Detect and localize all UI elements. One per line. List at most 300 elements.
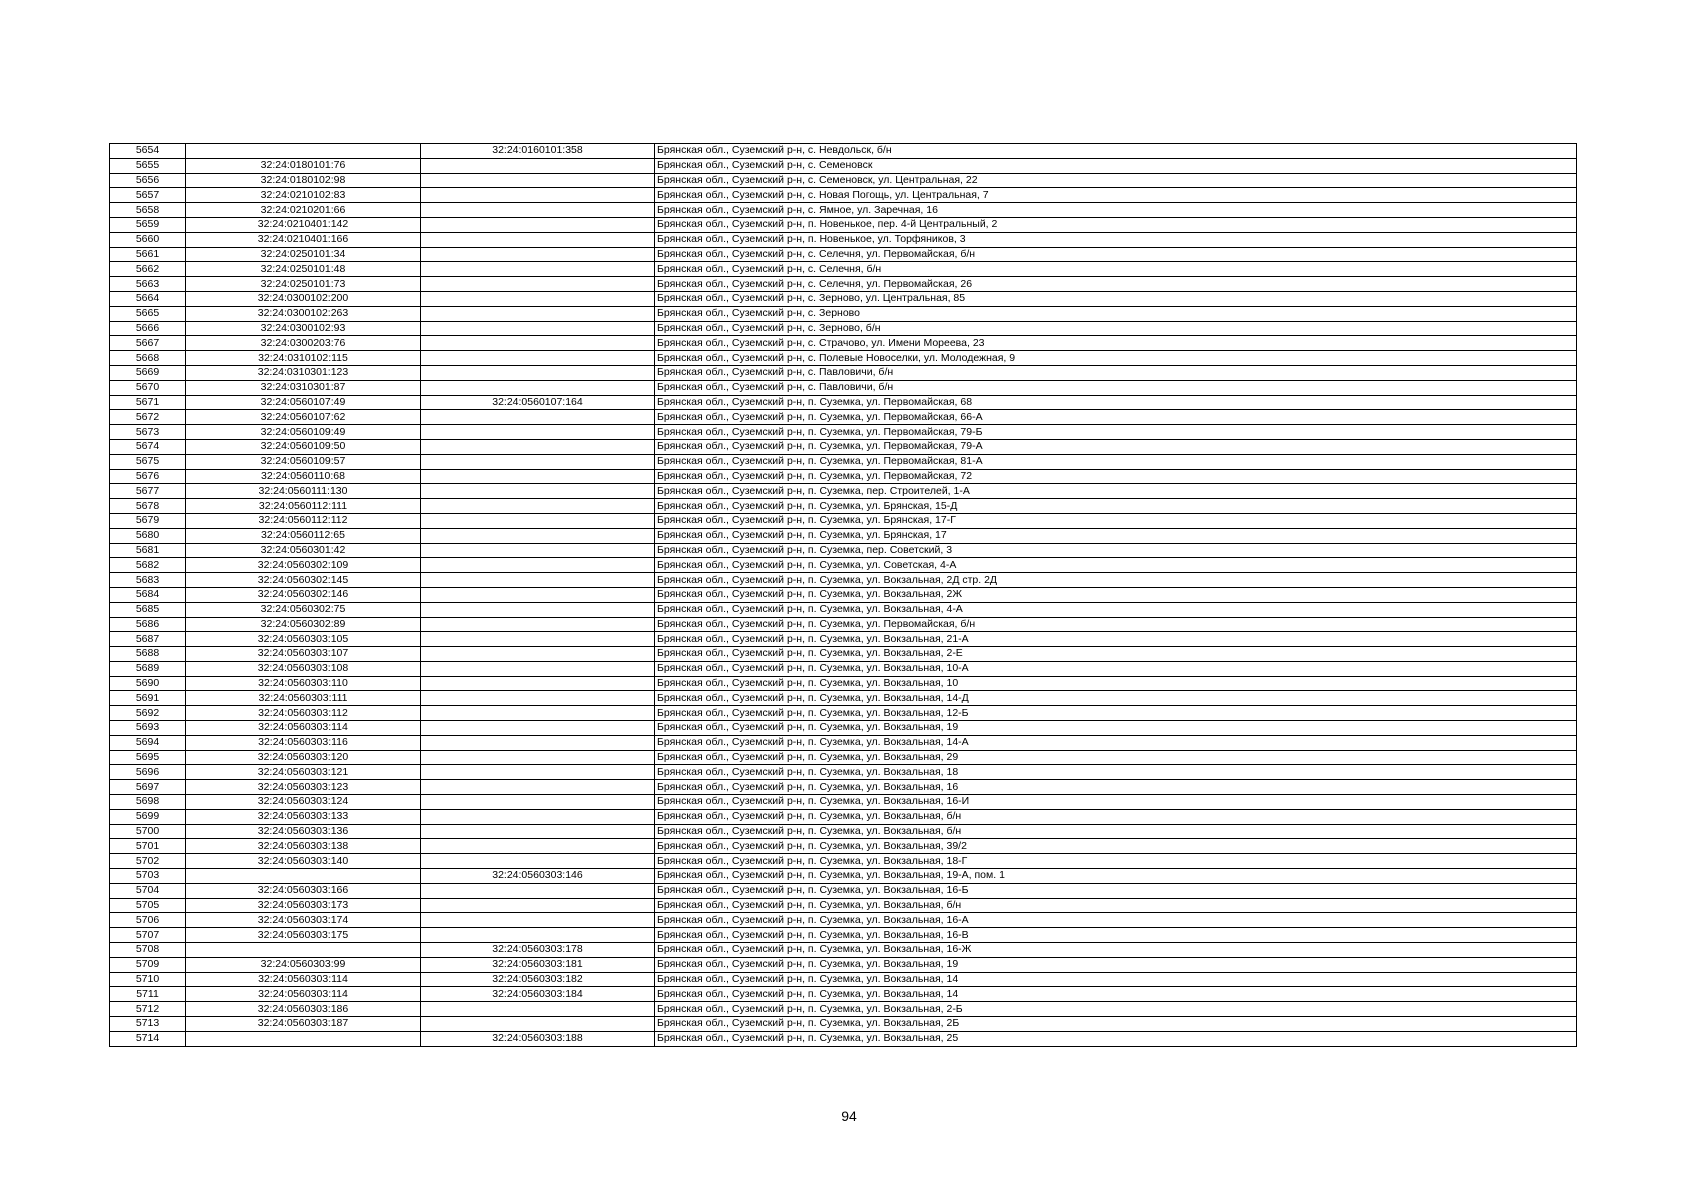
table-row xyxy=(110,513,1577,528)
land-cadastral-number-cell: 32:24:0210201:66 xyxy=(186,203,421,218)
row-number-cell: 5710 xyxy=(110,972,186,987)
building-cadastral-number-cell xyxy=(421,780,655,795)
land-cadastral-number-cell: 32:24:0560109:50 xyxy=(186,439,421,454)
address-cell: Брянская обл., Суземский р-н, п. Суземка, ул. Вокзальная, 16-Б xyxy=(655,883,1577,898)
table-row xyxy=(110,839,1577,854)
table-row xyxy=(110,795,1577,810)
table-row xyxy=(110,721,1577,736)
address-cell: Брянская обл., Суземский р-н, п. Суземка, ул. Вокзальная, 4-А xyxy=(655,602,1577,617)
address-cell: Брянская обл., Суземский р-н, п. Суземка, ул. Вокзальная, б/н xyxy=(655,898,1577,913)
address-cell: Брянская обл., Суземский р-н, п. Суземка, ул. Советская, 4-А xyxy=(655,558,1577,573)
row-number-cell: 5683 xyxy=(110,573,186,588)
row-number-cell: 5694 xyxy=(110,735,186,750)
building-cadastral-number-cell: 32:24:0560303:181 xyxy=(421,957,655,972)
land-cadastral-number-cell: 32:24:0560303:105 xyxy=(186,632,421,647)
land-cadastral-number-cell: 32:24:0560303:114 xyxy=(186,987,421,1002)
table-row xyxy=(110,602,1577,617)
row-number-cell: 5662 xyxy=(110,262,186,277)
address-cell: Брянская обл., Суземский р-н, с. Семеновск xyxy=(655,158,1577,173)
table-row xyxy=(110,943,1577,958)
cadastral-table xyxy=(109,143,1577,1047)
table-row xyxy=(110,425,1577,440)
row-number-cell: 5698 xyxy=(110,795,186,810)
address-cell: Брянская обл., Суземский р-н, п. Суземка, ул. Брянская, 17-Г xyxy=(655,513,1577,528)
table-row xyxy=(110,987,1577,1002)
table-row xyxy=(110,809,1577,824)
table-row xyxy=(110,632,1577,647)
land-cadastral-number-cell: 32:24:0560109:57 xyxy=(186,454,421,469)
building-cadastral-number-cell xyxy=(421,691,655,706)
row-number-cell: 5686 xyxy=(110,617,186,632)
building-cadastral-number-cell xyxy=(421,573,655,588)
table-row xyxy=(110,543,1577,558)
land-cadastral-number-cell: 32:24:0560112:112 xyxy=(186,513,421,528)
table-row xyxy=(110,1031,1577,1046)
land-cadastral-number-cell xyxy=(186,144,421,159)
table-row xyxy=(110,410,1577,425)
building-cadastral-number-cell xyxy=(421,587,655,602)
address-cell: Брянская обл., Суземский р-н, п. Суземка, ул. Вокзальная, 16-Ж xyxy=(655,943,1577,958)
address-cell: Брянская обл., Суземский р-н, п. Суземка, ул. Вокзальная, 16 xyxy=(655,780,1577,795)
land-cadastral-number-cell: 32:24:0310301:87 xyxy=(186,380,421,395)
table-row xyxy=(110,928,1577,943)
address-cell: Брянская обл., Суземский р-н, п. Суземка, ул. Вокзальная, 2Ж xyxy=(655,587,1577,602)
address-cell: Брянская обл., Суземский р-н, п. Суземка, ул. Вокзальная, 19 xyxy=(655,957,1577,972)
row-number-cell: 5699 xyxy=(110,809,186,824)
building-cadastral-number-cell xyxy=(421,425,655,440)
table-row xyxy=(110,232,1577,247)
building-cadastral-number-cell xyxy=(421,247,655,262)
address-cell: Брянская обл., Суземский р-н, п. Суземка, ул. Первомайская, 66-А xyxy=(655,410,1577,425)
building-cadastral-number-cell xyxy=(421,158,655,173)
building-cadastral-number-cell: 32:24:0560303:188 xyxy=(421,1031,655,1046)
table-row xyxy=(110,617,1577,632)
land-cadastral-number-cell: 32:24:0210401:166 xyxy=(186,232,421,247)
table-row xyxy=(110,173,1577,188)
row-number-cell: 5657 xyxy=(110,188,186,203)
land-cadastral-number-cell: 32:24:0560303:112 xyxy=(186,706,421,721)
address-cell: Брянская обл., Суземский р-н, п. Суземка, ул. Вокзальная, 25 xyxy=(655,1031,1577,1046)
table-row xyxy=(110,262,1577,277)
table-row xyxy=(110,217,1577,232)
address-cell: Брянская обл., Суземский р-н, п. Суземка, ул. Первомайская, 81-А xyxy=(655,454,1577,469)
table-row xyxy=(110,691,1577,706)
table-row xyxy=(110,144,1577,159)
address-cell: Брянская обл., Суземский р-н, п. Суземка, ул. Вокзальная, 2-Б xyxy=(655,1002,1577,1017)
table-row xyxy=(110,854,1577,869)
building-cadastral-number-cell xyxy=(421,217,655,232)
building-cadastral-number-cell xyxy=(421,750,655,765)
row-number-cell: 5674 xyxy=(110,439,186,454)
address-cell: Брянская обл., Суземский р-н, п. Суземка, ул. Брянская, 15-Д xyxy=(655,499,1577,514)
land-cadastral-number-cell: 32:24:0560303:121 xyxy=(186,765,421,780)
building-cadastral-number-cell: 32:24:0560303:184 xyxy=(421,987,655,1002)
address-cell: Брянская обл., Суземский р-н, п. Суземка, ул. Вокзальная, б/н xyxy=(655,809,1577,824)
building-cadastral-number-cell xyxy=(421,647,655,662)
table-row xyxy=(110,1017,1577,1032)
address-cell: Брянская обл., Суземский р-н, п. Суземка, ул. Вокзальная, 39/2 xyxy=(655,839,1577,854)
table-row xyxy=(110,484,1577,499)
land-cadastral-number-cell: 32:24:0560303:187 xyxy=(186,1017,421,1032)
building-cadastral-number-cell xyxy=(421,632,655,647)
land-cadastral-number-cell: 32:24:0310301:123 xyxy=(186,365,421,380)
land-cadastral-number-cell: 32:24:0300203:76 xyxy=(186,336,421,351)
land-cadastral-number-cell: 32:24:0300102:93 xyxy=(186,321,421,336)
row-number-cell: 5661 xyxy=(110,247,186,262)
land-cadastral-number-cell: 32:24:0560303:175 xyxy=(186,928,421,943)
address-cell: Брянская обл., Суземский р-н, п. Суземка, ул. Вокзальная, 29 xyxy=(655,750,1577,765)
building-cadastral-number-cell xyxy=(421,365,655,380)
land-cadastral-number-cell: 32:24:0250101:73 xyxy=(186,277,421,292)
table-row xyxy=(110,351,1577,366)
address-cell: Брянская обл., Суземский р-н, п. Новенькое, ул. Торфяников, 3 xyxy=(655,232,1577,247)
row-number-cell: 5678 xyxy=(110,499,186,514)
building-cadastral-number-cell xyxy=(421,380,655,395)
row-number-cell: 5701 xyxy=(110,839,186,854)
table-row xyxy=(110,454,1577,469)
row-number-cell: 5672 xyxy=(110,410,186,425)
row-number-cell: 5691 xyxy=(110,691,186,706)
table-row xyxy=(110,158,1577,173)
building-cadastral-number-cell xyxy=(421,291,655,306)
land-cadastral-number-cell: 32:24:0560303:138 xyxy=(186,839,421,854)
table-row xyxy=(110,661,1577,676)
building-cadastral-number-cell xyxy=(421,661,655,676)
row-number-cell: 5677 xyxy=(110,484,186,499)
building-cadastral-number-cell xyxy=(421,262,655,277)
land-cadastral-number-cell: 32:24:0560303:140 xyxy=(186,854,421,869)
table-row xyxy=(110,306,1577,321)
land-cadastral-number-cell: 32:24:0560112:111 xyxy=(186,499,421,514)
table-row xyxy=(110,188,1577,203)
address-cell: Брянская обл., Суземский р-н, с. Зерново, ул. Центральная, 85 xyxy=(655,291,1577,306)
row-number-cell: 5689 xyxy=(110,661,186,676)
building-cadastral-number-cell xyxy=(421,721,655,736)
row-number-cell: 5696 xyxy=(110,765,186,780)
address-cell: Брянская обл., Суземский р-н, с. Селечня, б/н xyxy=(655,262,1577,277)
row-number-cell: 5684 xyxy=(110,587,186,602)
land-cadastral-number-cell: 32:24:0560109:49 xyxy=(186,425,421,440)
building-cadastral-number-cell xyxy=(421,203,655,218)
building-cadastral-number-cell xyxy=(421,439,655,454)
address-cell: Брянская обл., Суземский р-н, п. Суземка, ул. Первомайская, 68 xyxy=(655,395,1577,410)
building-cadastral-number-cell xyxy=(421,913,655,928)
address-cell: Брянская обл., Суземский р-н, с. Невдольск, б/н xyxy=(655,144,1577,159)
row-number-cell: 5708 xyxy=(110,943,186,958)
page-number: 94 xyxy=(841,1108,857,1124)
land-cadastral-number-cell: 32:24:0560107:62 xyxy=(186,410,421,425)
land-cadastral-number-cell: 32:24:0180101:76 xyxy=(186,158,421,173)
address-cell: Брянская обл., Суземский р-н, с. Павловичи, б/н xyxy=(655,380,1577,395)
address-cell: Брянская обл., Суземский р-н, п. Суземка, ул. Первомайская, 72 xyxy=(655,469,1577,484)
building-cadastral-number-cell xyxy=(421,706,655,721)
land-cadastral-number-cell: 32:24:0560112:65 xyxy=(186,528,421,543)
building-cadastral-number-cell xyxy=(421,351,655,366)
land-cadastral-number-cell: 32:24:0560303:166 xyxy=(186,883,421,898)
land-cadastral-number-cell: 32:24:0560303:133 xyxy=(186,809,421,824)
table-row xyxy=(110,824,1577,839)
building-cadastral-number-cell xyxy=(421,558,655,573)
building-cadastral-number-cell xyxy=(421,513,655,528)
address-cell: Брянская обл., Суземский р-н, с. Зерново, б/н xyxy=(655,321,1577,336)
row-number-cell: 5693 xyxy=(110,721,186,736)
building-cadastral-number-cell: 32:24:0160101:358 xyxy=(421,144,655,159)
table-row xyxy=(110,1002,1577,1017)
address-cell: Брянская обл., Суземский р-н, п. Суземка, ул. Вокзальная, 19 xyxy=(655,721,1577,736)
address-cell: Брянская обл., Суземский р-н, п. Суземка, ул. Вокзальная, 2-Е xyxy=(655,647,1577,662)
land-cadastral-number-cell: 32:24:0300102:263 xyxy=(186,306,421,321)
row-number-cell: 5705 xyxy=(110,898,186,913)
address-cell: Брянская обл., Суземский р-н, п. Суземка, ул. Вокзальная, 14 xyxy=(655,987,1577,1002)
land-cadastral-number-cell: 32:24:0250101:34 xyxy=(186,247,421,262)
building-cadastral-number-cell xyxy=(421,1017,655,1032)
table-row xyxy=(110,869,1577,884)
building-cadastral-number-cell xyxy=(421,277,655,292)
building-cadastral-number-cell xyxy=(421,883,655,898)
land-cadastral-number-cell: 32:24:0560303:124 xyxy=(186,795,421,810)
building-cadastral-number-cell xyxy=(421,735,655,750)
land-cadastral-number-cell: 32:24:0560302:146 xyxy=(186,587,421,602)
row-number-cell: 5680 xyxy=(110,528,186,543)
row-number-cell: 5687 xyxy=(110,632,186,647)
building-cadastral-number-cell xyxy=(421,676,655,691)
building-cadastral-number-cell xyxy=(421,854,655,869)
address-cell: Брянская обл., Суземский р-н, п. Суземка, пер. Строителей, 1-А xyxy=(655,484,1577,499)
land-cadastral-number-cell: 32:24:0180102:98 xyxy=(186,173,421,188)
row-number-cell: 5675 xyxy=(110,454,186,469)
address-cell: Брянская обл., Суземский р-н, п. Суземка, ул. Вокзальная, 14-Д xyxy=(655,691,1577,706)
address-cell: Брянская обл., Суземский р-н, п. Суземка, ул. Вокзальная, 2Б xyxy=(655,1017,1577,1032)
table-body xyxy=(110,144,1577,1047)
address-cell: Брянская обл., Суземский р-н, п. Суземка, ул. Вокзальная, 10 xyxy=(655,676,1577,691)
building-cadastral-number-cell xyxy=(421,1002,655,1017)
land-cadastral-number-cell xyxy=(186,943,421,958)
address-cell: Брянская обл., Суземский р-н, п. Суземка, пер. Советский, 3 xyxy=(655,543,1577,558)
row-number-cell: 5679 xyxy=(110,513,186,528)
table-row xyxy=(110,750,1577,765)
table-row xyxy=(110,647,1577,662)
row-number-cell: 5666 xyxy=(110,321,186,336)
land-cadastral-number-cell: 32:24:0560303:111 xyxy=(186,691,421,706)
table-row xyxy=(110,558,1577,573)
address-cell: Брянская обл., Суземский р-н, п. Суземка, ул. Вокзальная, 10-А xyxy=(655,661,1577,676)
land-cadastral-number-cell: 32:24:0560303:173 xyxy=(186,898,421,913)
address-cell: Брянская обл., Суземский р-н, п. Суземка, ул. Вокзальная, 14 xyxy=(655,972,1577,987)
address-cell: Брянская обл., Суземский р-н, п. Суземка, ул. Брянская, 17 xyxy=(655,528,1577,543)
address-cell: Брянская обл., Суземский р-н, п. Суземка, ул. Вокзальная, 21-А xyxy=(655,632,1577,647)
land-cadastral-number-cell: 32:24:0560302:145 xyxy=(186,573,421,588)
row-number-cell: 5702 xyxy=(110,854,186,869)
land-cadastral-number-cell: 32:24:0560303:120 xyxy=(186,750,421,765)
land-cadastral-number-cell: 32:24:0250101:48 xyxy=(186,262,421,277)
land-cadastral-number-cell: 32:24:0560303:110 xyxy=(186,676,421,691)
land-cadastral-number-cell: 32:24:0560303:136 xyxy=(186,824,421,839)
table-row xyxy=(110,883,1577,898)
address-cell: Брянская обл., Суземский р-н, с. Полевые Новоселки, ул. Молодежная, 9 xyxy=(655,351,1577,366)
row-number-cell: 5668 xyxy=(110,351,186,366)
table-row xyxy=(110,706,1577,721)
address-cell: Брянская обл., Суземский р-н, с. Семеновск, ул. Центральная, 22 xyxy=(655,173,1577,188)
land-cadastral-number-cell: 32:24:0560303:174 xyxy=(186,913,421,928)
row-number-cell: 5665 xyxy=(110,306,186,321)
land-cadastral-number-cell: 32:24:0560302:75 xyxy=(186,602,421,617)
address-cell: Брянская обл., Суземский р-н, п. Суземка, ул. Первомайская, 79-А xyxy=(655,439,1577,454)
building-cadastral-number-cell xyxy=(421,469,655,484)
building-cadastral-number-cell xyxy=(421,306,655,321)
land-cadastral-number-cell: 32:24:0310102:115 xyxy=(186,351,421,366)
building-cadastral-number-cell xyxy=(421,795,655,810)
row-number-cell: 5713 xyxy=(110,1017,186,1032)
row-number-cell: 5692 xyxy=(110,706,186,721)
address-cell: Брянская обл., Суземский р-н, п. Суземка, ул. Вокзальная, 2Д стр. 2Д xyxy=(655,573,1577,588)
land-cadastral-number-cell: 32:24:0560110:68 xyxy=(186,469,421,484)
building-cadastral-number-cell: 32:24:0560107:164 xyxy=(421,395,655,410)
land-cadastral-number-cell: 32:24:0560107:49 xyxy=(186,395,421,410)
address-cell: Брянская обл., Суземский р-н, с. Селечня, ул. Первомайская, 26 xyxy=(655,277,1577,292)
building-cadastral-number-cell xyxy=(421,809,655,824)
row-number-cell: 5714 xyxy=(110,1031,186,1046)
building-cadastral-number-cell: 32:24:0560303:146 xyxy=(421,869,655,884)
table-row xyxy=(110,247,1577,262)
row-number-cell: 5667 xyxy=(110,336,186,351)
land-cadastral-number-cell: 32:24:0560302:109 xyxy=(186,558,421,573)
table-row xyxy=(110,913,1577,928)
address-cell: Брянская обл., Суземский р-н, п. Суземка, ул. Первомайская, 79-Б xyxy=(655,425,1577,440)
building-cadastral-number-cell xyxy=(421,484,655,499)
row-number-cell: 5655 xyxy=(110,158,186,173)
row-number-cell: 5712 xyxy=(110,1002,186,1017)
building-cadastral-number-cell xyxy=(421,617,655,632)
row-number-cell: 5664 xyxy=(110,291,186,306)
row-number-cell: 5709 xyxy=(110,957,186,972)
table-row xyxy=(110,735,1577,750)
row-number-cell: 5703 xyxy=(110,869,186,884)
building-cadastral-number-cell xyxy=(421,928,655,943)
table-row xyxy=(110,780,1577,795)
table-row xyxy=(110,957,1577,972)
building-cadastral-number-cell xyxy=(421,839,655,854)
land-cadastral-number-cell: 32:24:0560303:108 xyxy=(186,661,421,676)
row-number-cell: 5663 xyxy=(110,277,186,292)
row-number-cell: 5660 xyxy=(110,232,186,247)
table-row xyxy=(110,972,1577,987)
row-number-cell: 5706 xyxy=(110,913,186,928)
building-cadastral-number-cell xyxy=(421,824,655,839)
address-cell: Брянская обл., Суземский р-н, п. Суземка, ул. Вокзальная, 12-Б xyxy=(655,706,1577,721)
building-cadastral-number-cell xyxy=(421,321,655,336)
address-cell: Брянская обл., Суземский р-н, п. Суземка, ул. Первомайская, б/н xyxy=(655,617,1577,632)
row-number-cell: 5682 xyxy=(110,558,186,573)
table-row xyxy=(110,898,1577,913)
row-number-cell: 5690 xyxy=(110,676,186,691)
table-row xyxy=(110,528,1577,543)
land-cadastral-number-cell: 32:24:0560303:186 xyxy=(186,1002,421,1017)
row-number-cell: 5658 xyxy=(110,203,186,218)
land-cadastral-number-cell: 32:24:0210102:83 xyxy=(186,188,421,203)
address-cell: Брянская обл., Суземский р-н, п. Суземка, ул. Вокзальная, 19-А, пом. 1 xyxy=(655,869,1577,884)
table-row xyxy=(110,277,1577,292)
building-cadastral-number-cell xyxy=(421,528,655,543)
building-cadastral-number-cell xyxy=(421,543,655,558)
address-cell: Брянская обл., Суземский р-н, п. Суземка, ул. Вокзальная, 16-А xyxy=(655,913,1577,928)
row-number-cell: 5671 xyxy=(110,395,186,410)
land-cadastral-number-cell: 32:24:0560303:116 xyxy=(186,735,421,750)
address-cell: Брянская обл., Суземский р-н, п. Суземка, ул. Вокзальная, 18-Г xyxy=(655,854,1577,869)
table-row xyxy=(110,203,1577,218)
row-number-cell: 5711 xyxy=(110,987,186,1002)
address-cell: Брянская обл., Суземский р-н, п. Суземка, ул. Вокзальная, б/н xyxy=(655,824,1577,839)
table-row xyxy=(110,321,1577,336)
row-number-cell: 5697 xyxy=(110,780,186,795)
row-number-cell: 5669 xyxy=(110,365,186,380)
table-row xyxy=(110,765,1577,780)
building-cadastral-number-cell xyxy=(421,602,655,617)
land-cadastral-number-cell xyxy=(186,869,421,884)
row-number-cell: 5685 xyxy=(110,602,186,617)
row-number-cell: 5673 xyxy=(110,425,186,440)
address-cell: Брянская обл., Суземский р-н, п. Суземка, ул. Вокзальная, 16-В xyxy=(655,928,1577,943)
address-cell: Брянская обл., Суземский р-н, с. Страчово, ул. Имени Мореева, 23 xyxy=(655,336,1577,351)
row-number-cell: 5654 xyxy=(110,144,186,159)
table-row xyxy=(110,365,1577,380)
address-cell: Брянская обл., Суземский р-н, с. Новая Погощь, ул. Центральная, 7 xyxy=(655,188,1577,203)
row-number-cell: 5700 xyxy=(110,824,186,839)
building-cadastral-number-cell xyxy=(421,454,655,469)
land-cadastral-number-cell: 32:24:0560111:130 xyxy=(186,484,421,499)
building-cadastral-number-cell xyxy=(421,232,655,247)
land-cadastral-number-cell: 32:24:0560303:99 xyxy=(186,957,421,972)
address-cell: Брянская обл., Суземский р-н, п. Суземка, ул. Вокзальная, 18 xyxy=(655,765,1577,780)
address-cell: Брянская обл., Суземский р-н, с. Селечня, ул. Первомайская, б/н xyxy=(655,247,1577,262)
table-row xyxy=(110,676,1577,691)
table-row xyxy=(110,380,1577,395)
address-cell: Брянская обл., Суземский р-н, п. Суземка, ул. Вокзальная, 16-И xyxy=(655,795,1577,810)
building-cadastral-number-cell xyxy=(421,188,655,203)
row-number-cell: 5659 xyxy=(110,217,186,232)
row-number-cell: 5695 xyxy=(110,750,186,765)
building-cadastral-number-cell xyxy=(421,898,655,913)
land-cadastral-number-cell: 32:24:0560302:89 xyxy=(186,617,421,632)
building-cadastral-number-cell xyxy=(421,173,655,188)
address-cell: Брянская обл., Суземский р-н, с. Зерново xyxy=(655,306,1577,321)
table-row xyxy=(110,499,1577,514)
address-cell: Брянская обл., Суземский р-н, с. Павловичи, б/н xyxy=(655,365,1577,380)
land-cadastral-number-cell: 32:24:0560301:42 xyxy=(186,543,421,558)
row-number-cell: 5670 xyxy=(110,380,186,395)
table-row xyxy=(110,291,1577,306)
land-cadastral-number-cell: 32:24:0300102:200 xyxy=(186,291,421,306)
land-cadastral-number-cell: 32:24:0210401:142 xyxy=(186,217,421,232)
building-cadastral-number-cell xyxy=(421,499,655,514)
row-number-cell: 5676 xyxy=(110,469,186,484)
land-cadastral-number-cell xyxy=(186,1031,421,1046)
table-row xyxy=(110,439,1577,454)
land-cadastral-number-cell: 32:24:0560303:114 xyxy=(186,721,421,736)
land-cadastral-number-cell: 32:24:0560303:107 xyxy=(186,647,421,662)
land-cadastral-number-cell: 32:24:0560303:114 xyxy=(186,972,421,987)
table-row xyxy=(110,469,1577,484)
row-number-cell: 5656 xyxy=(110,173,186,188)
building-cadastral-number-cell xyxy=(421,410,655,425)
building-cadastral-number-cell xyxy=(421,336,655,351)
building-cadastral-number-cell: 32:24:0560303:178 xyxy=(421,943,655,958)
address-cell: Брянская обл., Суземский р-н, п. Суземка, ул. Вокзальная, 14-А xyxy=(655,735,1577,750)
table-row xyxy=(110,587,1577,602)
row-number-cell: 5707 xyxy=(110,928,186,943)
table-row xyxy=(110,336,1577,351)
land-cadastral-number-cell: 32:24:0560303:123 xyxy=(186,780,421,795)
row-number-cell: 5681 xyxy=(110,543,186,558)
